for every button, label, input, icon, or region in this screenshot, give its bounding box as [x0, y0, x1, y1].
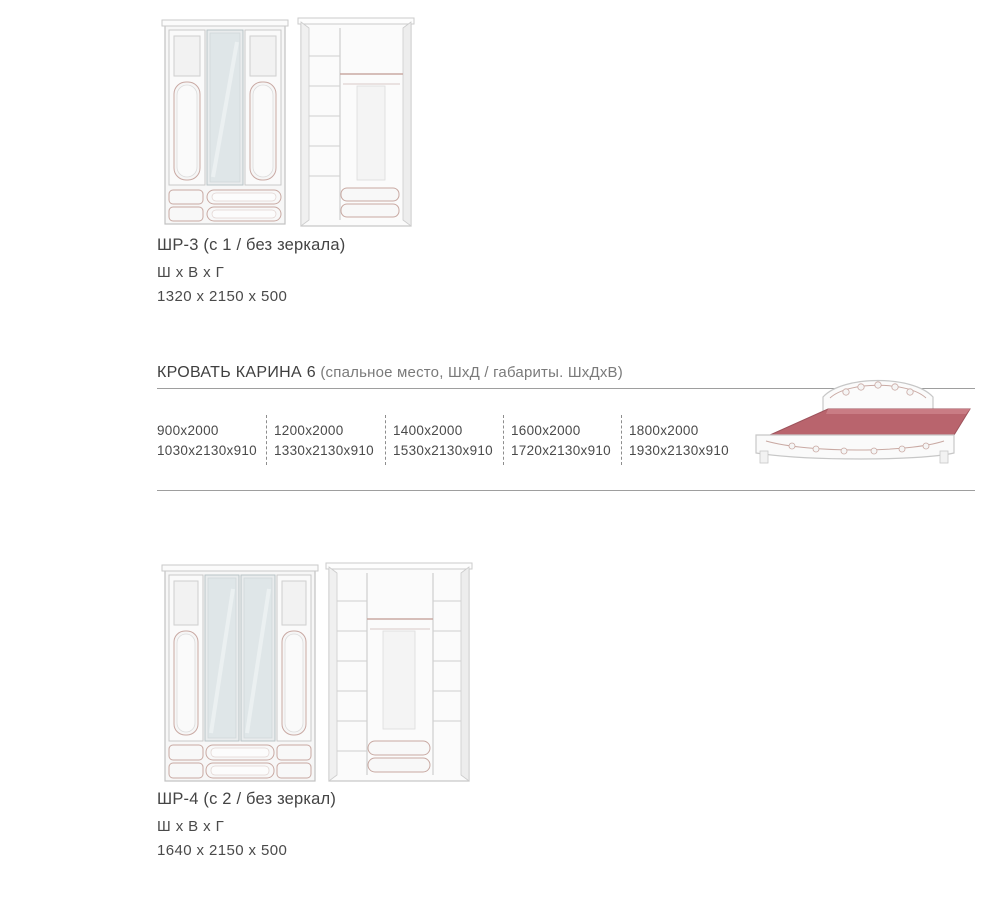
product-dims-label: Ш х В х Г: [157, 264, 225, 281]
bed-karina-6-image: [748, 361, 976, 481]
wardrobe-shr4-open: [326, 563, 472, 781]
bed-title: [157, 364, 623, 382]
bed-size-col-5: [629, 421, 729, 461]
bed-size-overall: 1930x2130x910: [629, 443, 729, 458]
bed-section: [0, 355, 1000, 500]
bed-size-col-2: [274, 421, 374, 461]
product-dims-value: 1320 x 2150 x 500: [157, 288, 288, 305]
bed-size-sleeping: 1800x2000: [629, 423, 699, 438]
product-dims-value: 1640 x 2150 x 500: [157, 842, 288, 859]
bed-size-sleeping: 1400x2000: [393, 423, 463, 438]
wardrobe-shr3-front: [155, 12, 435, 230]
size-divider-2: [385, 415, 386, 465]
bed-size-overall: 1530x2130x910: [393, 443, 493, 458]
bed-size-sleeping: 1600x2000: [511, 423, 581, 438]
bed-size-sleeping: 1200x2000: [274, 423, 344, 438]
wardrobe-shr4-caption: [157, 790, 336, 866]
wardrobe-shr3-images: [155, 12, 435, 230]
bed-size-overall: 1030x2130x910: [157, 443, 257, 458]
bed-size-overall: 1330x2130x910: [274, 443, 374, 458]
wardrobe-shr4-images: [155, 555, 475, 787]
bed-size-overall: 1720x2130x910: [511, 443, 611, 458]
size-divider-4: [621, 415, 622, 465]
bed-size-col-1: [157, 421, 257, 461]
divider-bottom: [157, 490, 975, 491]
bed-size-sleeping: 900x2000: [157, 423, 219, 438]
product-title: ШР-4 (с 2 / без зеркал): [157, 790, 337, 808]
wardrobe-shr3-caption: [157, 236, 345, 312]
bed-size-col-4: [511, 421, 611, 461]
size-divider-3: [503, 415, 504, 465]
wardrobe-shr4-front: [155, 555, 475, 787]
bed-size-col-3: [393, 421, 493, 461]
size-divider-1: [266, 415, 267, 465]
bed-karina-6: [748, 361, 976, 481]
bed-title-light: (спальное место, ШхД / габариты. ШхДхВ): [320, 364, 623, 381]
product-title: ШР-3 (с 1 / без зеркала): [157, 236, 346, 254]
bed-title-strong: КРОВАТЬ КАРИНА 6: [157, 364, 316, 381]
product-dims-label: Ш х В х Г: [157, 818, 225, 835]
